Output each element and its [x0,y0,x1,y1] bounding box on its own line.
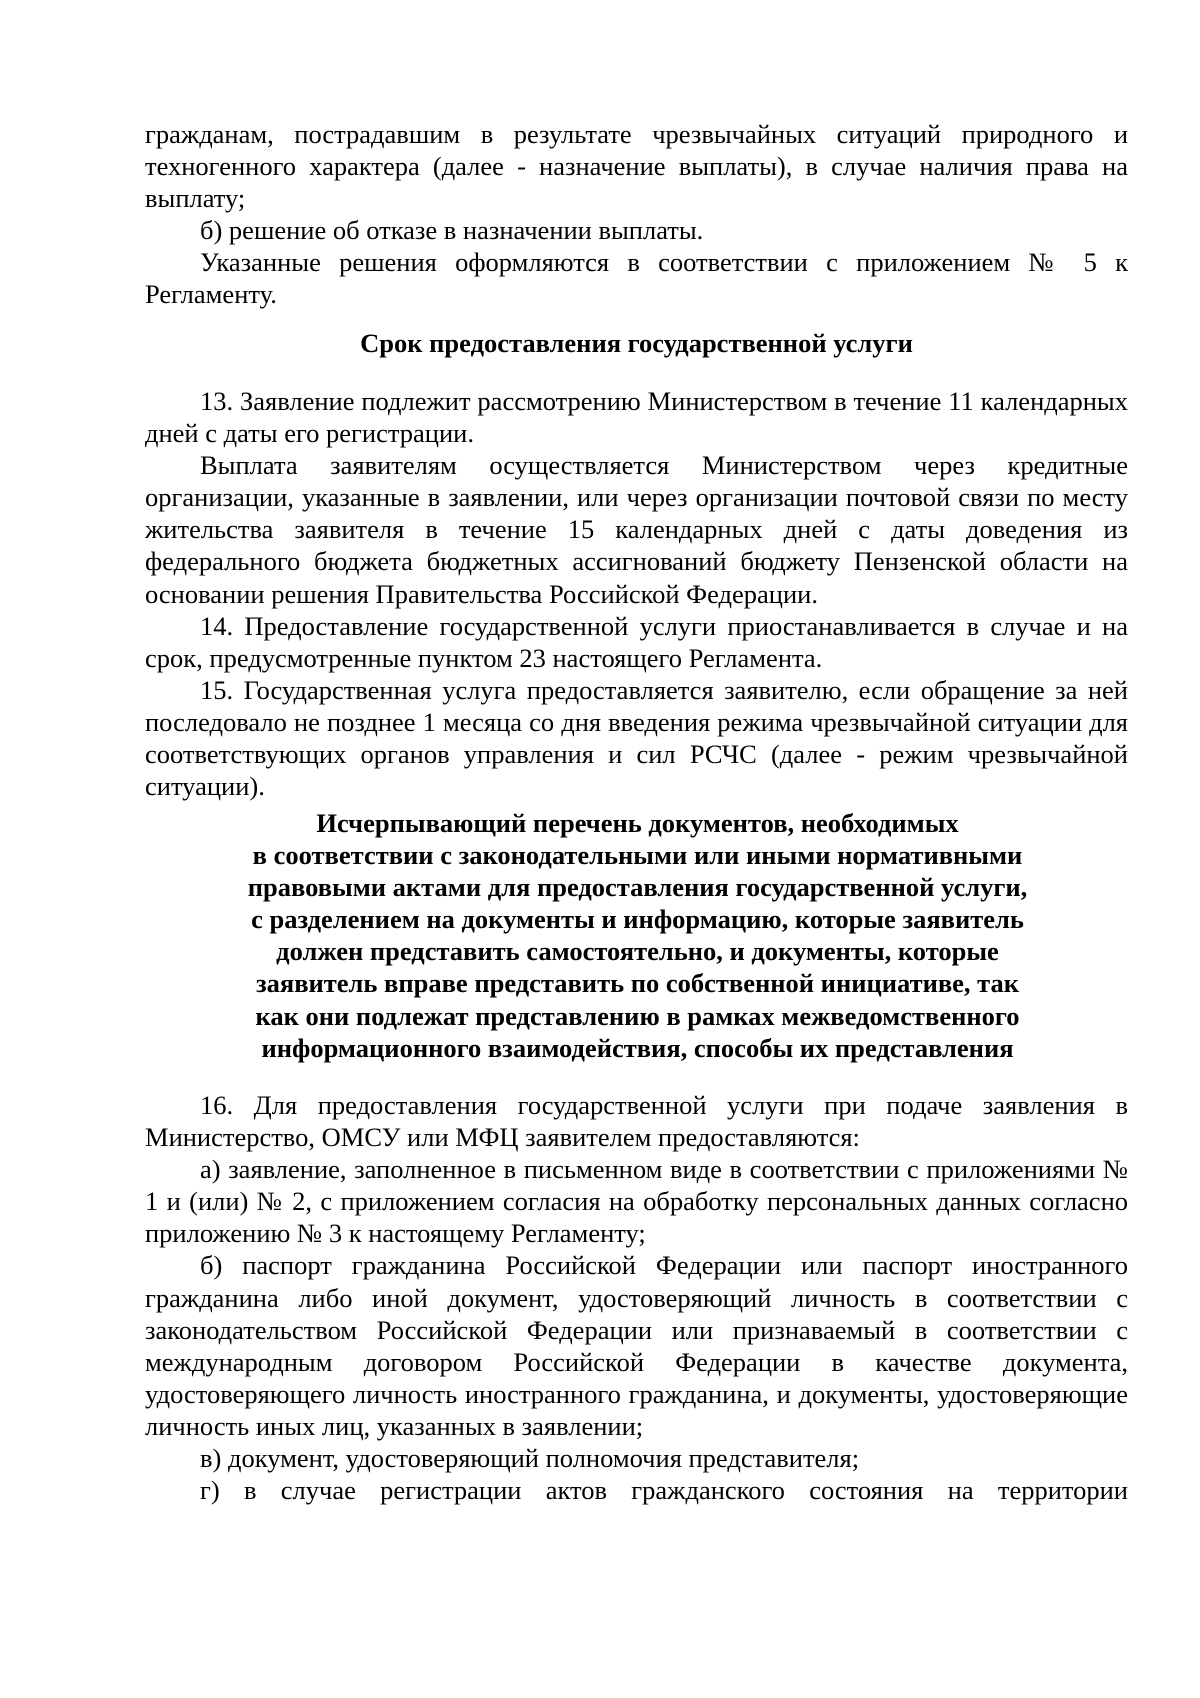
paragraph-payment-procedure: Выплата заявителям осуществляется Министерством через кредитные организации, указанные в заявлении, или через организации почтовой связи по месту жительства заявителя в течение 15 календарных дней с даты доведения из федерального бюджета бюджетных ассигнований бюджету Пензенской области на основании решения Правительства Российской Федерации. [145,450,1128,609]
heading-line: информационного взаимодействия, способы их представления [261,1032,1014,1063]
paragraph-16-b-passport: б) паспорт гражданина Российской Федерации или паспорт иностранного гражданина либо иной документ, удостоверяющий личность в соответствии с законодательством Российской Федерации или признаваемый в соответствии с международным договором Российской Федерации в качестве документа, удостоверяющего личность иностранного гражданина, и документы, удостоверяющие личность иных лиц, указанных в заявлении; [145,1250,1128,1441]
paragraph-16: 16. Для предоставления государственной услуги при подаче заявления в Министерство, ОМСУ или МФЦ заявителем предоставляются: [145,1090,1128,1153]
heading-line: правовыми актами для предоставления государственной услуги, [247,872,1028,903]
section-heading-service-term: Срок предоставления государственной услуги [360,328,913,358]
heading-line: Исчерпывающий перечень документов, необходимых [316,808,959,838]
heading-line: как они подлежат представлению в рамках межведомственного [255,1000,1020,1031]
heading-line: в соответствии с законодательными или иными нормативными [252,840,1023,871]
text-block-required-documents [145,1089,1128,1506]
paragraph-13: 13. Заявление подлежит рассмотрению Министерством в течение 11 календарных дней с даты его регистрации. [145,386,1128,449]
heading-line: заявитель вправе представить по собственной инициативе, так [255,968,1020,999]
paragraph-payment-decision-continuation: гражданам, пострадавшим в результате чрезвычайных ситуаций природного и техногенного характера (далее - назначение выплаты), в случае наличия права на выплату; [145,119,1128,214]
paragraph-15: 15. Государственная услуга предоставляется заявителю, если обращение за ней последовало не позднее 1 месяца со дня введения режима чрезвычайной ситуации для соответствующих органов управления и сил РСЧС (далее - режим чрезвычайной ситуации). [145,674,1128,802]
heading-line: должен представить самостоятельно, и документы, которые [276,936,999,967]
paragraph-b-refusal-decision: б) решение об отказе в назначении выплаты. [200,215,704,246]
paragraph-16-v-representative: в) документ, удостоверяющий полномочия представителя; [200,1443,860,1474]
paragraph-14: 14. Предоставление государственной услуги приостанавливается в случае и на срок, предусмотренные пунктом 23 настоящего Регламента. [145,610,1128,673]
paragraph-decisions-format: Указанные решения оформляются в соответствии с приложением № 5 к Регламенту. [145,247,1128,310]
section-heading-required-documents [180,807,1095,1064]
text-block-service-term [145,385,1128,802]
text-block-decision-types [145,118,1128,311]
heading-line: с разделением на документы и информацию, которые заявитель [251,904,1024,935]
paragraph-16-g-civil-acts: г) в случае регистрации актов гражданского состояния на территории [200,1475,1128,1506]
paragraph-16-a-application: а) заявление, заполненное в письменном виде в соответствии с приложениями № 1 и (или) № 2, с приложением согласия на обработку персональных данных согласно приложению № 3 к настоящему Регламенту; [145,1154,1128,1249]
